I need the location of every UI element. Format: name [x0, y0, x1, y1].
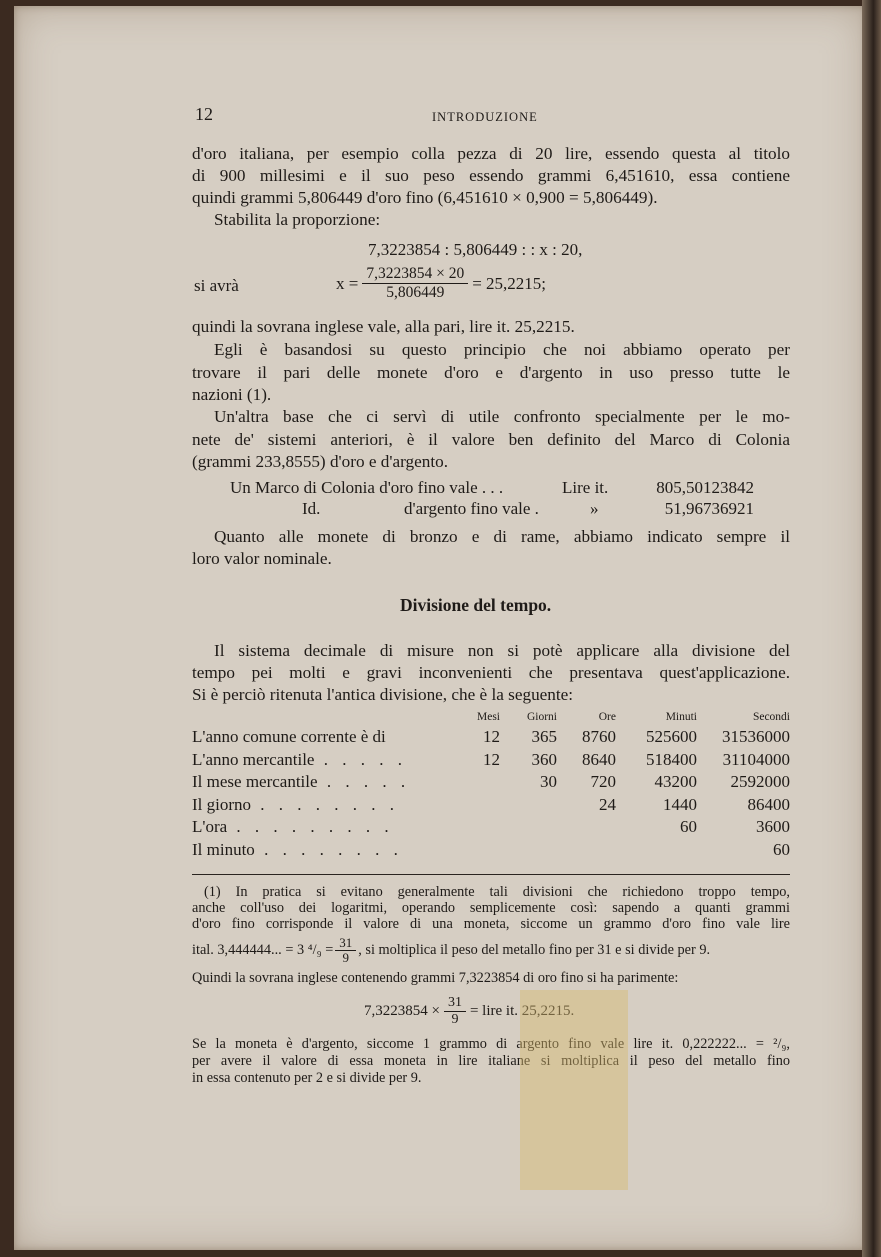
body-line: trovare il pari delle monete d'oro e d'argento in uso presso tutte le [192, 363, 790, 382]
marco-oro-label: Un Marco di Colonia d'oro fino vale . . . [230, 478, 504, 497]
cell-ore [557, 816, 616, 839]
header-giorni: Giorni [526, 711, 557, 723]
body-line: di 900 millesimi e il suo peso essendo grammi 6,451610, essa contiene [192, 166, 790, 185]
body-line: d'oro italiana, per esempio colla pezza di 20 lire, essendo questa al titolo [192, 144, 790, 163]
running-header: INTRODUZIONE [432, 110, 538, 124]
row-dots: . . . . . . . . . [227, 817, 394, 837]
page-number: 12 [195, 104, 213, 124]
cell-secondi: 31104000 [722, 749, 790, 769]
cell-minuti [616, 839, 697, 862]
equation-fraction [444, 995, 466, 1028]
footnote-fraction [335, 936, 356, 965]
body-line: Egli è basandosi su questo principio che noi abbiamo operato per [214, 340, 790, 359]
equation-post: = lire it. 25,2215. [469, 1003, 575, 1019]
marco-argento-id: Id. [302, 499, 321, 518]
section-title: Divisione del tempo. [400, 595, 552, 615]
body-line: Il sistema decimale di misure non si potè applicare alla divisione del [214, 641, 790, 660]
cell-mesi [462, 839, 500, 862]
table-row [192, 771, 790, 794]
row-dots: . . . . . . . . [251, 794, 400, 814]
cell-mesi [462, 771, 500, 794]
header-ore: Ore [598, 711, 616, 723]
footnote-line4-pre: ital. 3,444444... = 3 ⁴/₉ = [192, 942, 334, 959]
footnote-line: per avere il valore di essa moneta in lire italiane si moltiplica il peso del metallo fino [192, 1053, 790, 1069]
row-dots: . . . . . [314, 749, 407, 769]
row-label: L'ora [192, 817, 228, 837]
row-label: L'anno comune corrente è di [192, 727, 386, 746]
proportion: 7,3223854 : 5,806449 : : x : 20, [368, 240, 583, 259]
marco-argento-label: d'argento fino vale . [404, 499, 539, 518]
header-mesi: Mesi [477, 711, 500, 723]
footnote-line: anche coll'uso dei logaritmi, operando semplicemente così: sapendo a quanti grammi [192, 900, 790, 916]
row-dots: . . . . . [317, 772, 411, 792]
footnote-line4-post: , si moltiplica il peso del metallo fino per 31 e si divide per 9. [358, 942, 711, 959]
table-row [192, 726, 790, 749]
formula-denominator: 5,806449 [386, 284, 445, 301]
cell-giorni [500, 816, 557, 839]
formula [336, 265, 546, 302]
cell-minuti: 43200 [654, 772, 697, 792]
formula-lhs: x = [336, 273, 359, 293]
cell-giorni: 30 [540, 772, 557, 792]
row-dots: . . . . . . . . [254, 839, 403, 859]
cell-secondi: 2592000 [730, 772, 790, 792]
table-row [192, 794, 790, 817]
header-minuti: Minuti [665, 711, 697, 723]
equation-pre: 7,3223854 × [364, 1003, 440, 1019]
body-line: (grammi 233,8555) d'oro e d'argento. [192, 452, 448, 471]
body-line: nazioni (1). [192, 385, 272, 404]
cell-ore: 720 [590, 772, 616, 792]
marco-argento-value: 51,96736921 [664, 499, 754, 518]
cell-giorni: 360 [531, 749, 557, 769]
footnote-divider [192, 874, 790, 875]
footnote-line: Se la moneta è d'argento, siccome 1 grammo di argento fino vale lire it. 0,222222... = ²/₉, [192, 1036, 790, 1052]
cell-giorni: 365 [531, 727, 557, 746]
time-division-table [192, 708, 790, 862]
cell-mesi [462, 794, 500, 817]
cell-secondi: 31536000 [722, 727, 790, 746]
cell-ore: 24 [599, 794, 616, 814]
cell-ore: 8760 [582, 727, 616, 746]
row-label: L'anno mercantile [192, 749, 315, 769]
cell-minuti: 525600 [646, 727, 697, 746]
marco-oro-value: 805,50123842 [656, 478, 754, 497]
cell-mesi: 12 [483, 749, 500, 769]
formula-rhs: = 25,2215; [472, 273, 547, 293]
footnote-line [192, 936, 790, 965]
body-line: loro valor nominale. [192, 549, 332, 568]
fraction-denominator: 9 [342, 950, 350, 965]
row-label: Il giorno [192, 794, 252, 814]
marco-oro-unit: Lire it. [562, 478, 609, 497]
table-row [192, 749, 790, 772]
body-line: Stabilita la proporzione: [214, 210, 381, 229]
marco-argento-unit: » [590, 499, 599, 518]
fraction-numerator: 31 [444, 995, 466, 1012]
table-header-row [192, 708, 790, 726]
cell-giorni [500, 839, 557, 862]
footnote-line: in essa contenuto per 2 e si divide per 9. [192, 1070, 422, 1086]
body-line: Si è perciò ritenuta l'antica divisione, che è la seguente: [192, 685, 574, 704]
cell-secondi: 60 [773, 839, 790, 859]
cell-mesi: 12 [483, 727, 500, 746]
row-label: Il mese mercantile [192, 772, 318, 792]
table-row [192, 816, 790, 839]
book-binding [862, 0, 881, 1257]
body-line: Quanto alle monete di bronzo e di rame, abbiamo indicato sempre il [214, 527, 790, 546]
cell-secondi: 3600 [756, 817, 790, 837]
cell-minuti: 518400 [646, 749, 697, 769]
fraction-denominator: 9 [451, 1012, 459, 1027]
table-row [192, 839, 790, 862]
footnote-line: Quindi la sovrana inglese contenendo grammi 7,3223854 di oro fino si ha parimente: [192, 970, 679, 986]
fraction-numerator: 31 [335, 936, 356, 951]
cell-mesi [462, 816, 500, 839]
cell-minuti: 1440 [663, 794, 697, 814]
body-line: tempo pei molti e gravi inconvenienti che presentava quest'applicazione. [192, 663, 790, 682]
footnote-line: (1) In pratica si evitano generalmente tali divisioni che richiedono troppo tempo, [204, 884, 790, 900]
footnote-line: d'oro fino corrisponde il valore di una moneta, siccome un grammo d'oro fino vale lire [192, 916, 790, 932]
body-line: Un'altra base che ci servì di utile confronto specialmente per le mo- [214, 407, 790, 426]
si-avra-label: si avrà [194, 276, 239, 295]
body-line: quindi la sovrana inglese vale, alla pari, lire it. 25,2215. [192, 317, 575, 336]
formula-fraction [362, 265, 468, 302]
cell-giorni [500, 794, 557, 817]
body-line: nete de' sistemi anteriori, è il valore ben definito del Marco di Colonia [192, 430, 790, 449]
cell-ore: 8640 [582, 749, 616, 769]
header-secondi: Secondi [752, 711, 790, 723]
body-line: quindi grammi 5,806449 d'oro fino (6,451610 × 0,900 = 5,806449). [192, 188, 658, 207]
formula-numerator: 7,3223854 × 20 [362, 265, 468, 284]
row-label: Il minuto [192, 839, 255, 859]
cell-ore [557, 839, 616, 862]
cell-secondi: 86400 [747, 794, 790, 814]
cell-minuti: 60 [680, 817, 697, 837]
adhesive-tape-stain [520, 990, 628, 1190]
